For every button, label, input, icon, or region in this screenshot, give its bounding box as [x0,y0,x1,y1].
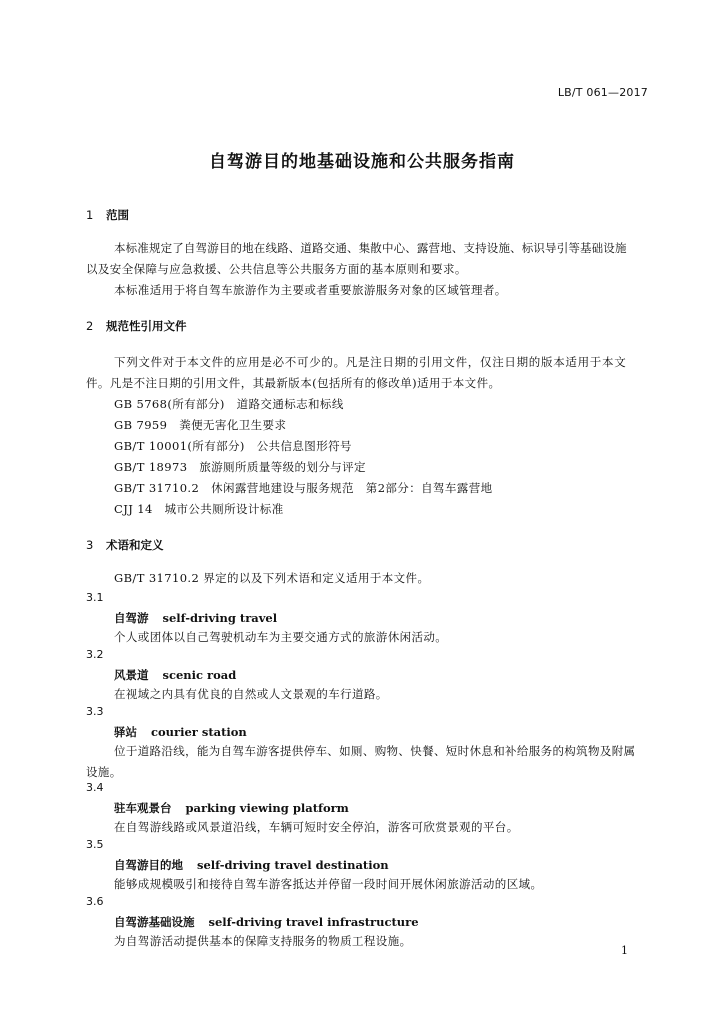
term-en: parking viewing platform [185,801,349,815]
term-heading [114,667,236,683]
term-number: 3.5 [86,838,104,851]
term-en: scenic road [162,668,237,682]
term-definition: 在自驾游线路或风景道沿线，车辆可短时安全停泊，游客可欣赏景观的平台。 [114,820,519,834]
term-heading [114,724,247,740]
term-en: courier station [151,725,247,739]
term-heading [114,857,389,873]
term-en: self-driving travel [162,611,278,625]
term-zh: 驻车观景台 [114,801,172,815]
reference-item: GB 7959 粪便无害化卫生要求 [114,418,287,432]
section-title: 规范性引用文件 [106,319,187,333]
term-definition: 个人或团体以自己驾驶机动车为主要交通方式的旅游休闲活动。 [114,630,448,644]
section-title: 范围 [106,208,129,222]
term-definition-continued: 设施。 [86,765,122,779]
paragraph: 下列文件对于本文件的应用是必不可少的。凡是注日期的引用文件，仅注日期的版本适用于本文 [114,355,627,369]
paragraph: 件。凡是不注日期的引用文件，其最新版本(包括所有的修改单)适用于本文件。 [86,376,501,390]
term-en: self-driving travel infrastructure [208,915,419,929]
term-number: 3.1 [86,591,104,604]
term-zh: 自驾游基础设施 [114,915,195,929]
paragraph: GB/T 31710.2 界定的以及下列术语和定义适用于本文件。 [114,571,430,585]
term-definition: 能够成规模吸引和接待自驾车游客抵达并停留一段时间开展休闲旅游活动的区域。 [114,877,543,891]
term-heading [114,800,349,816]
term-number: 3.3 [86,705,104,718]
reference-item: GB/T 18973 旅游厕所质量等级的划分与评定 [114,460,366,474]
reference-item: CJJ 14 城市公共厕所设计标准 [114,502,284,516]
term-zh: 自驾游 [114,611,149,625]
paragraph: 以及安全保障与应急救援、公共信息等公共服务方面的基本原则和要求。 [86,262,467,276]
term-heading [114,914,419,930]
section-title: 术语和定义 [106,538,164,552]
section-3-heading [86,537,164,553]
term-zh: 风景道 [114,668,149,682]
term-number: 3.6 [86,895,104,908]
section-number: 3 [86,538,94,552]
section-number: 1 [86,208,94,222]
term-zh: 自驾游目的地 [114,858,183,872]
term-definition: 在视域之内具有优良的自然或人文景观的车行道路。 [114,687,388,701]
reference-item: GB/T 10001(所有部分) 公共信息图形符号 [114,439,352,453]
term-definition: 位于道路沿线，能为自驾车游客提供停车、如厕、购物、快餐、短时休息和补给服务的构筑物及附属 [114,744,636,758]
term-definition: 为自驾游活动提供基本的保障支持服务的物质工程设施。 [114,934,412,948]
term-heading [114,610,277,626]
section-2-heading [86,318,187,334]
section-number: 2 [86,319,94,333]
reference-item: GB 5768(所有部分) 道路交通标志和标线 [114,397,344,411]
section-1-heading [86,207,129,223]
paragraph: 本标准规定了自驾游目的地在线路、道路交通、集散中心、露营地、支持设施、标识导引等基础设施 [114,241,627,255]
term-en: self-driving travel destination [197,858,389,872]
paragraph: 本标准适用于将自驾车旅游作为主要或者重要旅游服务对象的区域管理者。 [114,283,507,297]
term-number: 3.2 [86,648,104,661]
document-title: 自驾游目的地基础设施和公共服务指南 [209,152,515,172]
page-number: 1 [621,944,628,957]
reference-item: GB/T 31710.2 休闲露营地建设与服务规范 第2部分：自驾车露营地 [114,481,493,495]
standard-code: LB/T 061—2017 [557,86,648,99]
term-number: 3.4 [86,781,104,794]
term-zh: 驿站 [114,725,137,739]
